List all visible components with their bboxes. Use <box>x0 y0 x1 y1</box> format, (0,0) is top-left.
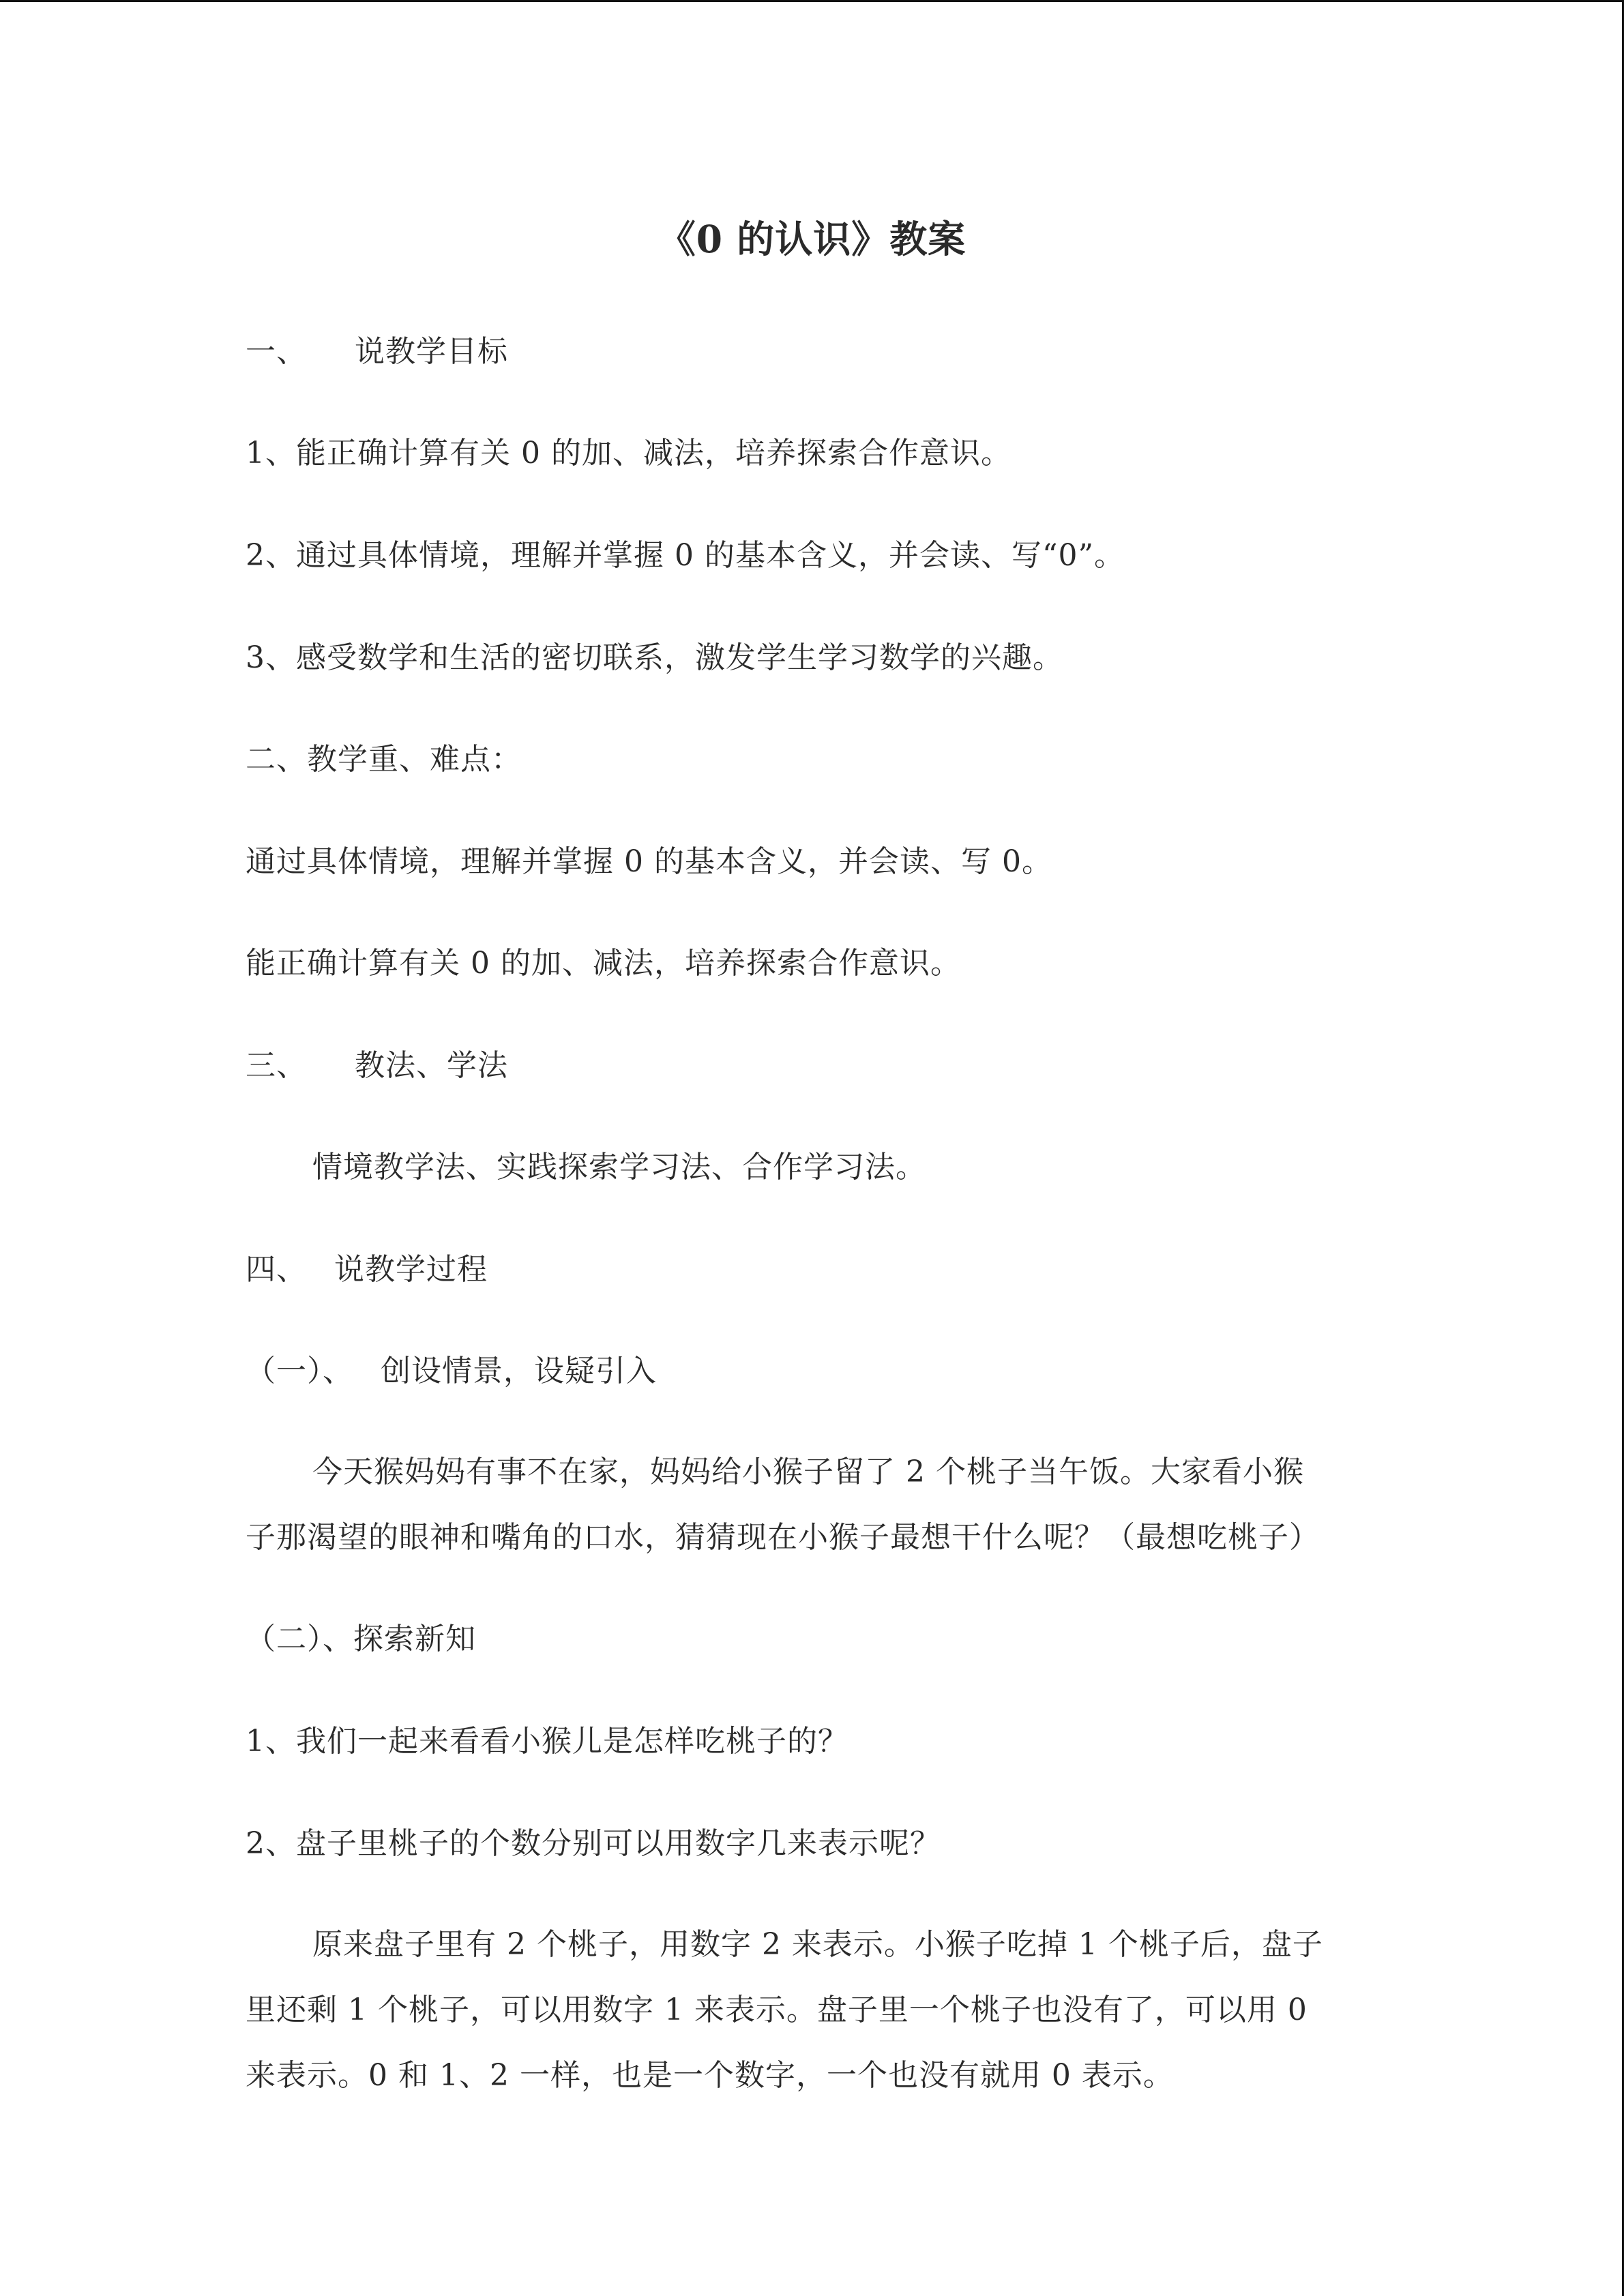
part1-title: 创设情景，设疑引入 <box>381 1354 657 1388</box>
section3-title: 教法、学法 <box>355 1048 508 1083</box>
section1-heading <box>246 325 1419 379</box>
section3-body: 情境教学法、实践探索学习法、合作学习法。 <box>312 1150 926 1184</box>
section4-number: 四、 <box>246 1252 307 1287</box>
section3-heading <box>246 1039 1419 1093</box>
part2-paragraph-line-3: 来表示。0 和 1、2 一样，也是一个数字，一个也没有就用 0 表示。 <box>246 2058 1174 2093</box>
part1-heading <box>246 1344 1419 1399</box>
part1-number: （一）、 <box>246 1354 353 1388</box>
section2-item-1: 通过具体情境，理解并掌握 0 的基本含义，并会读、写 0。 <box>246 844 1052 879</box>
section1-number: 一、 <box>246 334 307 369</box>
part1-paragraph-line-1: 今天猴妈妈有事不在家，妈妈给小猴子留了 2 个桃子当午饭。大家看小猴 <box>312 1455 1304 1489</box>
section2-item-2: 能正确计算有关 0 的加、减法，培养探索合作意识。 <box>246 946 961 981</box>
part2-item-2: 2、盘子里桃子的个数分别可以用数字几来表示呢？ <box>246 1826 941 1861</box>
part2-paragraph-line-2: 里还剩 1 个桃子，可以用数字 1 来表示。盘子里一个桃子也没有了，可以用 0 <box>246 1993 1308 2027</box>
section4-heading <box>246 1242 1419 1297</box>
section1-item-2: 2、通过具体情境，理解并掌握 0 的基本含义，并会读、写“0”。 <box>246 538 1125 573</box>
section4-title: 说教学过程 <box>334 1252 488 1287</box>
part2-item-1: 1、我们一起来看看小猴儿是怎样吃桃子的？ <box>246 1724 848 1759</box>
section1-item-1: 1、能正确计算有关 0 的加、减法，培养探索合作意识。 <box>246 436 1012 471</box>
section2-heading: 二、教学重、难点： <box>246 742 522 777</box>
section3-number: 三、 <box>246 1048 307 1083</box>
part2-heading: （二）、探索新知 <box>246 1622 476 1656</box>
page-top-border <box>0 0 1624 2</box>
section1-title: 说教学目标 <box>355 334 508 369</box>
section1-item-3: 3、感受数学和生活的密切联系，激发学生学习数学的兴趣。 <box>246 640 1063 675</box>
part2-paragraph-line-1: 原来盘子里有 2 个桃子，用数字 2 来表示。小猴子吃掉 1 个桃子后，盘子 <box>312 1927 1323 1962</box>
document-title: 《0 的认识》教案 <box>658 217 966 261</box>
part1-paragraph-line-2: 子那渴望的眼神和嘴角的口水，猜猜现在小猴子最想干什么呢？（最想吃桃子） <box>246 1520 1320 1555</box>
